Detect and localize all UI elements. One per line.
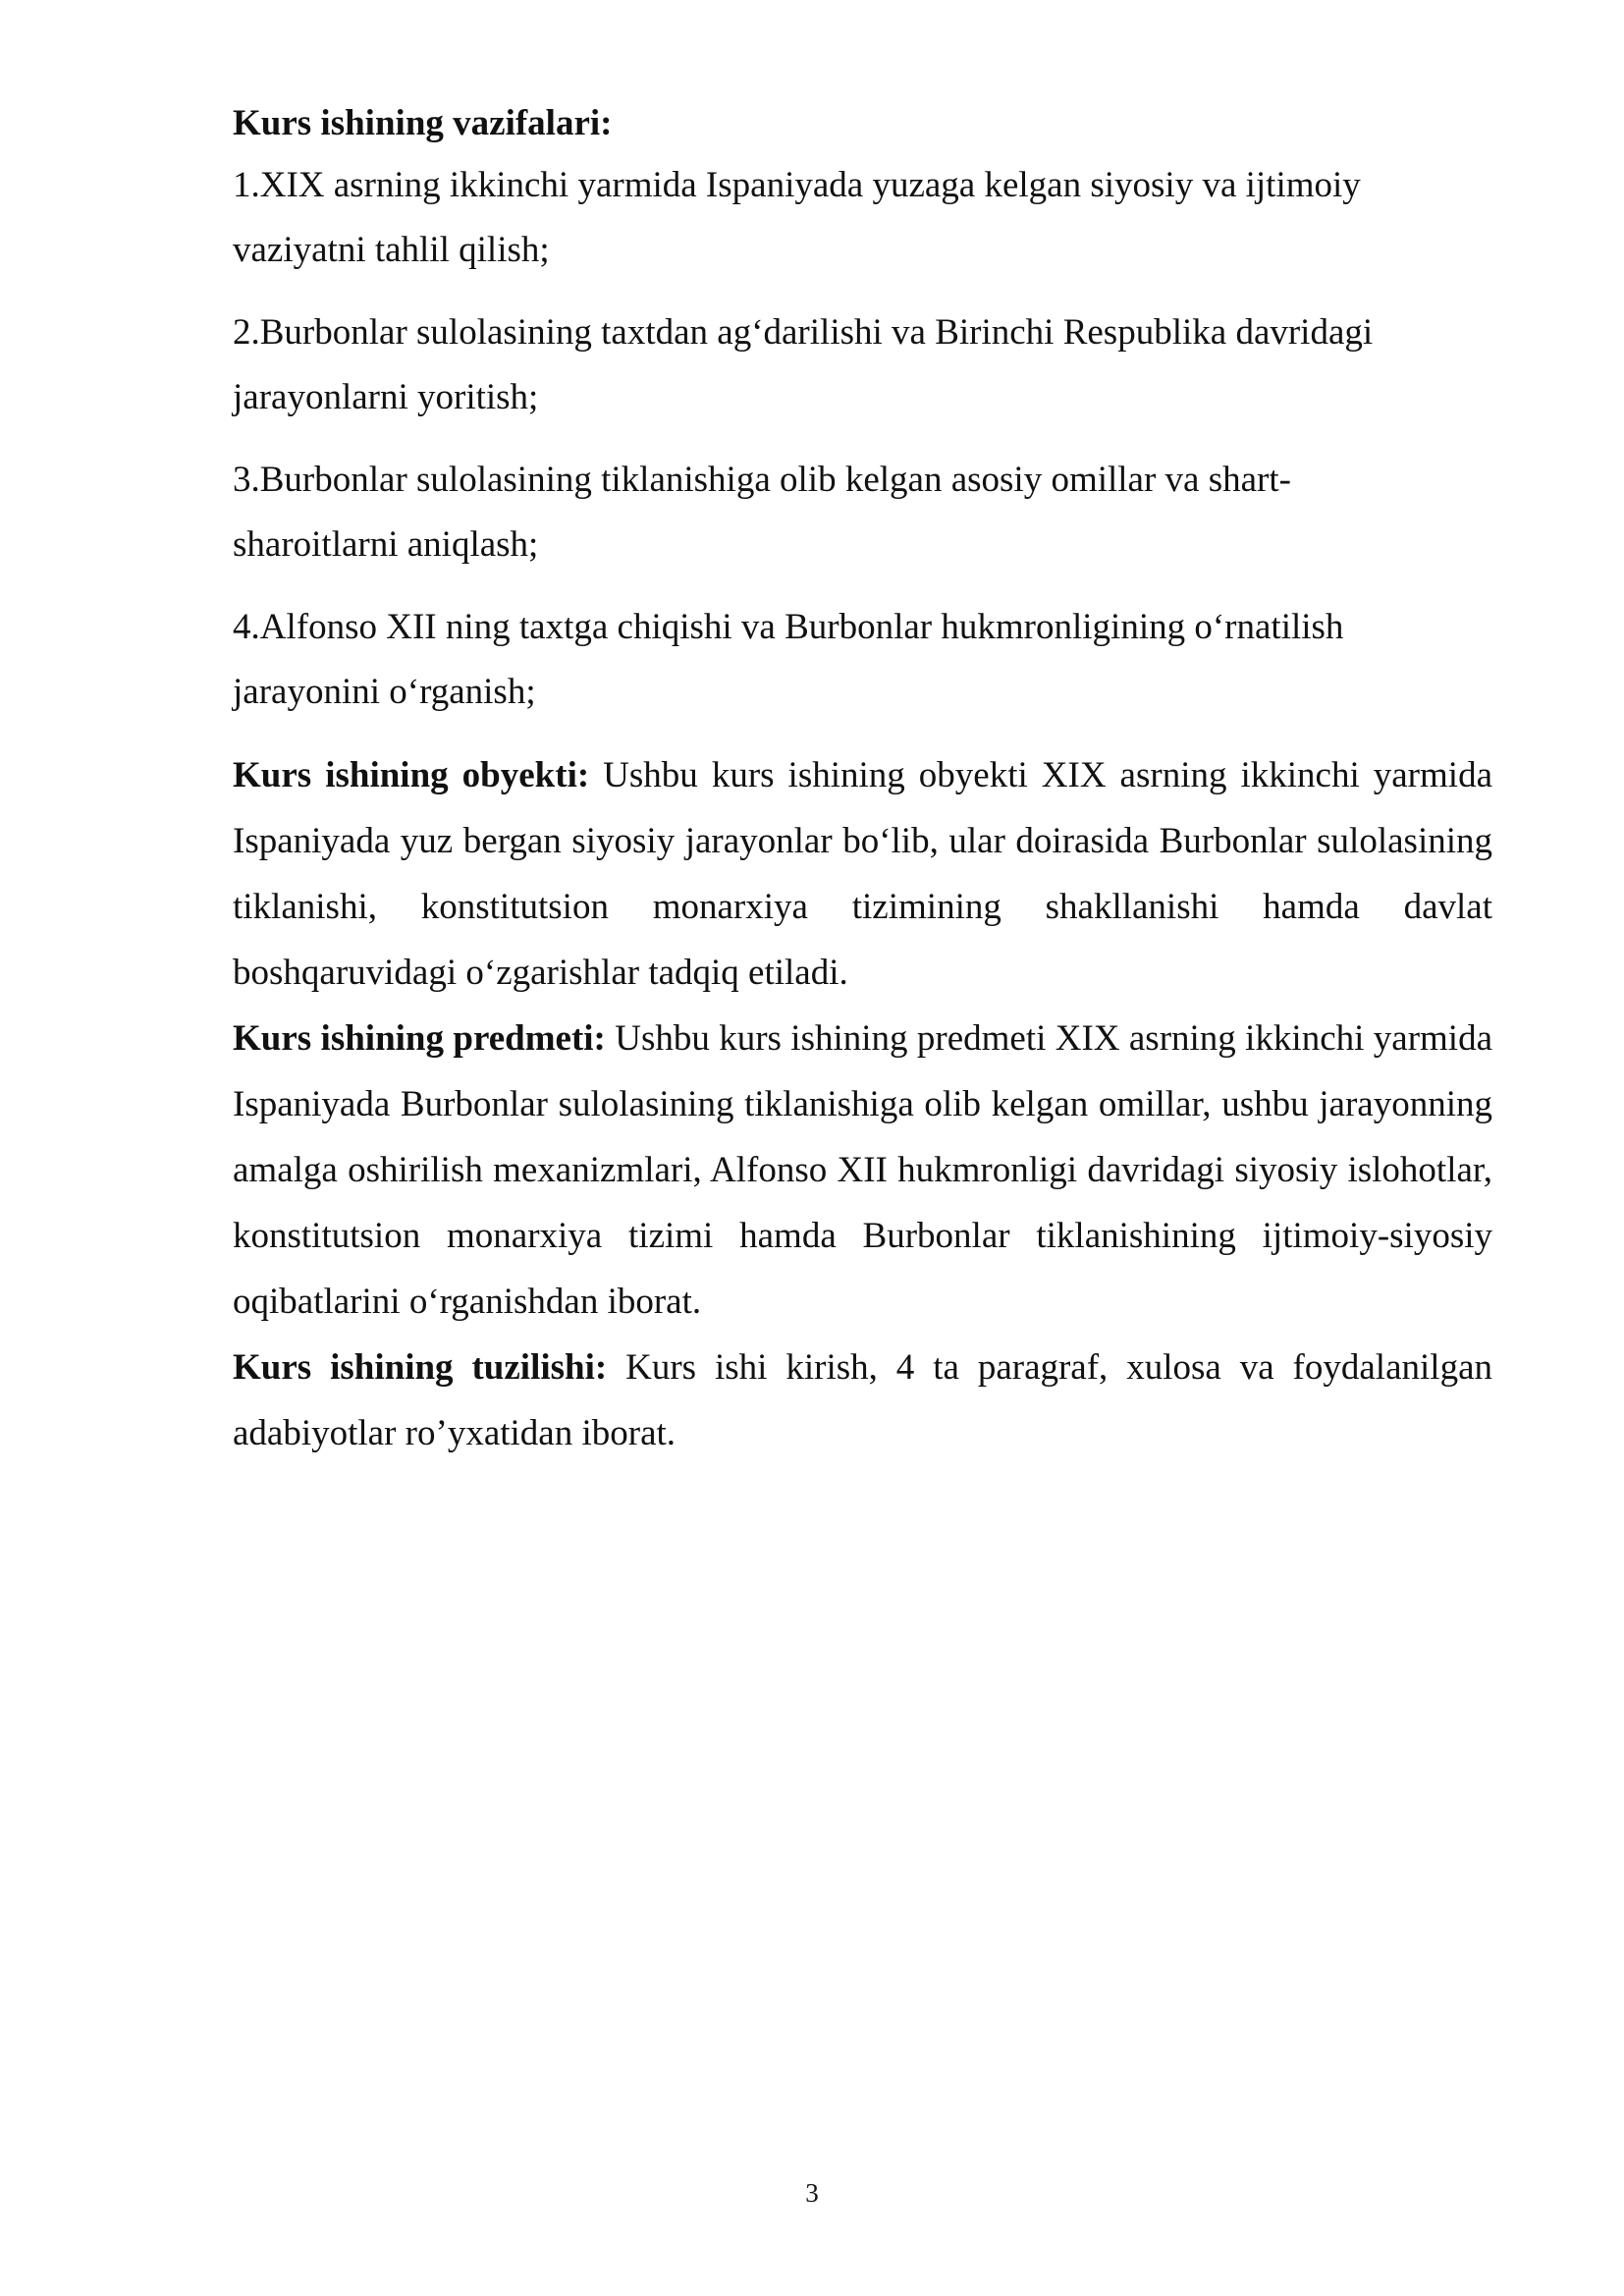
structure-label: Kurs ishining tuzilishi:: [233, 1347, 608, 1388]
task-item-3: 3.Burbonlar sulolasining tiklanishiga olib kelgan asosiy omillar va shart-sharoitlarni aniqlash;: [233, 460, 1291, 565]
subject-label: Kurs ishining predmeti:: [233, 1018, 606, 1059]
tasks-heading: Kurs ishining vazifalari:: [233, 103, 613, 143]
object-label: Kurs ishining obyekti:: [233, 755, 590, 795]
task-item-2: 2.Burbonlar sulolasining taxtdan ag‘darilishi va Birinchi Respublika davridagi jarayonlarni yoritish;: [233, 312, 1374, 417]
tasks-list: [233, 153, 1492, 725]
document-body: [233, 94, 1492, 1466]
subject-text: Ushbu kurs ishining predmeti XIX asrning ikkinchi yarmida Ispaniyada Burbonlar sulolasining tiklanishiga olib kelgan omillar, ushbu jarayonning amalga oshirilish mexanizmlari, Alfonso XII hukmronligi davridagi siyosiy islohotlar, konstitutsion monarxiya tizimi hamda Burbonlar tiklanishining ijtimoiy-siyosiy oqibatlarini o‘rganishdan iborat.: [233, 1018, 1492, 1322]
task-item-1: 1.XIX asrning ikkinchi yarmida Ispaniyada yuzaga kelgan siyosiy va ijtimoiy vaziyatni tahlil qilish;: [233, 165, 1361, 270]
object-text: Ushbu kurs ishining obyekti XIX asrning ikkinchi yarmida Ispaniyada yuz bergan siyosiy jarayonlar bo‘lib, ular doirasida Burbonlar sulolasining tiklanishi, konstitutsion monarxiya tizimining shakllanishi hamda davlat boshqaruvidagi o‘zgarishlar tadqiq etiladi.: [233, 755, 1492, 993]
task-item-4: 4.Alfonso XII ning taxtga chiqishi va Burbonlar hukmronligining o‘rnatilish jarayonini o‘rganish;: [233, 607, 1344, 712]
structure-paragraph: [233, 1335, 1492, 1466]
structure-text: Kurs ishi kirish, 4 ta paragraf, xulosa va foydalanilgan adabiyotlar ro’yxatidan iborat.: [233, 1347, 1492, 1453]
object-paragraph: [233, 742, 1492, 1006]
subject-paragraph: [233, 1006, 1492, 1335]
page-number: 3: [805, 2178, 819, 2208]
